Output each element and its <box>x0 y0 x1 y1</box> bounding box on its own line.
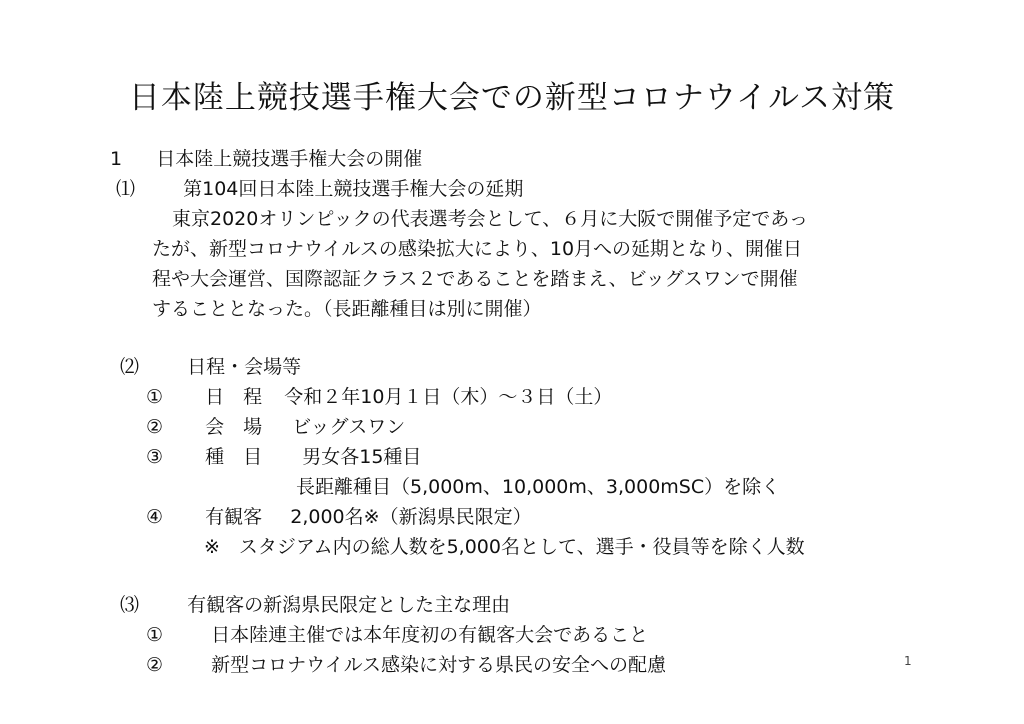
list-item <box>146 622 648 648</box>
list-marker: ② <box>146 416 164 438</box>
subsection-heading-text: 第104回日本陸上競技選手権大会の延期 <box>183 178 524 200</box>
list-marker: ① <box>146 624 164 646</box>
list-item <box>146 414 405 440</box>
item-label: 種 目 <box>205 446 263 468</box>
subsection-number: ⑴ <box>116 178 136 200</box>
page-number: 1 <box>904 654 912 668</box>
list-marker: ③ <box>146 446 164 468</box>
section-number: 1 <box>110 148 123 170</box>
subsection-number: ⑶ <box>120 594 140 616</box>
item-label: 日 程 <box>205 386 263 408</box>
list-marker: ④ <box>146 506 164 528</box>
list-item <box>146 504 532 530</box>
item-value: 男女各15種目 <box>302 446 422 468</box>
subsection-3-heading <box>120 592 510 618</box>
subsection-heading-text: 日程・会場等 <box>187 356 302 378</box>
subsection-2-heading <box>120 354 301 380</box>
paragraph-line: することとなった。（長距離種目は別に開催） <box>152 298 542 320</box>
subsection-heading-text: 有観客の新潟県民限定とした主な理由 <box>187 594 511 616</box>
event-note: 長距離種目（5,000m、10,000m、3,000mSC）を除く <box>296 476 781 498</box>
page-title: 日本陸上競技選手権大会での新型コロナウイルス対策 <box>128 80 896 116</box>
item-label: 会 場 <box>205 416 263 438</box>
list-marker: ② <box>146 654 164 676</box>
item-text: 日本陸連主催では本年度初の有観客大会であること <box>211 624 649 646</box>
list-marker: ① <box>146 386 164 408</box>
subsection-number: ⑵ <box>120 356 140 378</box>
list-item <box>146 444 421 470</box>
subsection-1-heading <box>116 176 523 202</box>
paragraph-line: 程や大会運営、国際認証クラス２であることを踏まえ、ビッグスワンで開催 <box>152 268 798 290</box>
item-value: 令和２年10月１日（木）～３日（土） <box>284 386 613 408</box>
item-value: ビッグスワン <box>292 416 406 438</box>
section-heading-text: 日本陸上競技選手権大会の開催 <box>156 148 423 170</box>
section-1-heading <box>110 146 422 172</box>
footnote: ※ スタジアム内の総人数を5,000名として、選手・役員等を除く人数 <box>204 536 805 558</box>
item-value: 2,000名※（新潟県民限定） <box>290 506 532 528</box>
paragraph-line: たが、新型コロナウイルスの感染拡大により、10月への延期となり、開催日 <box>152 238 803 260</box>
list-item <box>146 652 666 678</box>
item-label: 有観客 <box>205 506 263 528</box>
paragraph-line: 東京2020オリンピックの代表選考会として、６月に大阪で開催予定であっ <box>172 208 809 230</box>
item-text: 新型コロナウイルス感染に対する県民の安全への配慮 <box>211 654 667 676</box>
list-item <box>146 384 612 410</box>
